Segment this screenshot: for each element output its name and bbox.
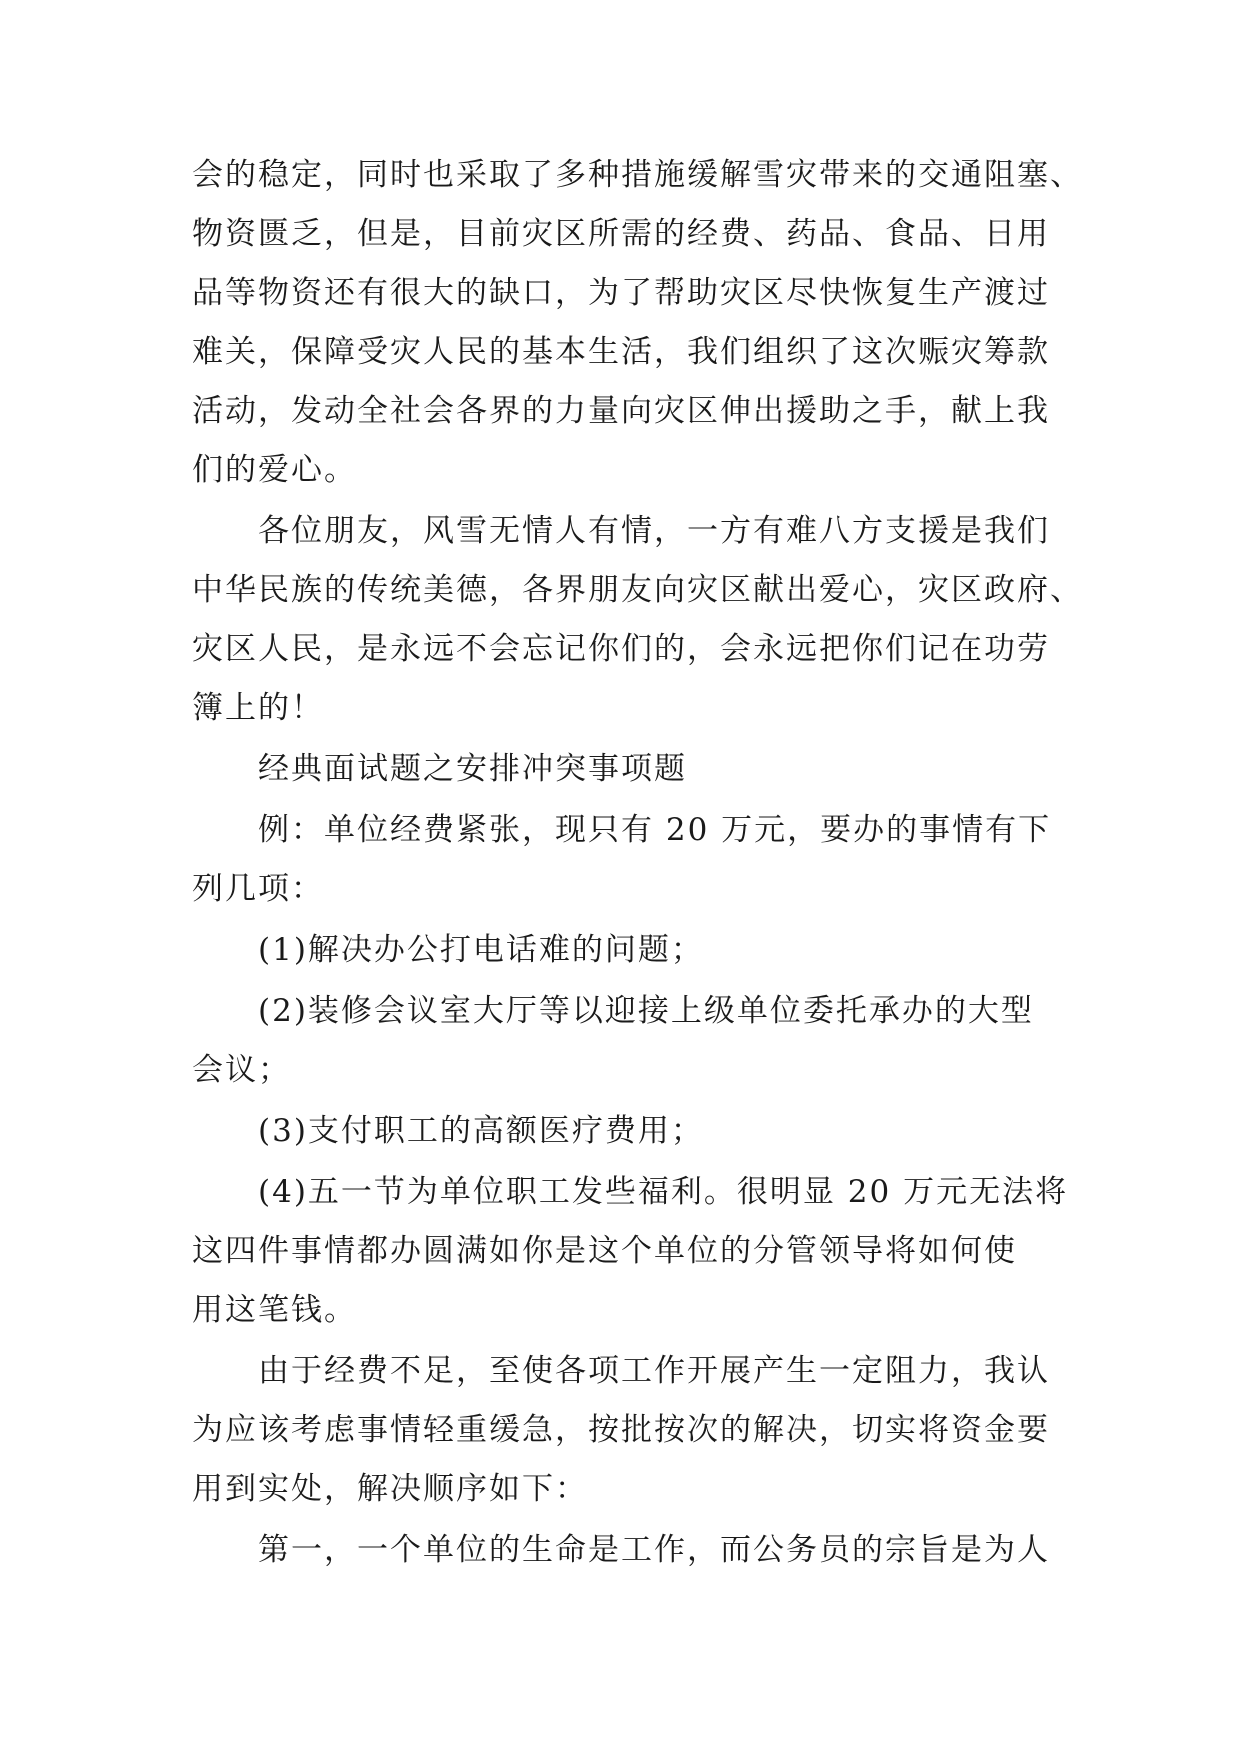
text-line: 第一，一个单位的生命是工作，而公务员的宗旨是为人 bbox=[258, 1532, 1050, 1568]
text-line: 会议； bbox=[192, 1052, 291, 1088]
text-line: 难关，保障受灾人民的基本生活，我们组织了这次赈灾筹款 bbox=[192, 334, 1050, 370]
text-line: 各位朋友，风雪无情人有情，一方有难八方支援是我们 bbox=[258, 513, 1050, 549]
text-line: 品等物资还有很大的缺口，为了帮助灾区尽快恢复生产渡过 bbox=[192, 275, 1050, 311]
text-line: 用这笔钱。 bbox=[192, 1292, 357, 1328]
list-item: (3)支付职工的高额医疗费用； bbox=[258, 1113, 704, 1149]
text-line: 这四件事情都办圆满如你是这个单位的分管领导将如何使 bbox=[192, 1233, 1017, 1269]
text-line: 中华民族的传统美德，各界朋友向灾区献出爱心，灾区政府、 bbox=[192, 572, 1083, 608]
section-heading: 经典面试题之安排冲突事项题 bbox=[258, 751, 687, 787]
text-line: 由于经费不足，至使各项工作开展产生一定阻力，我认 bbox=[258, 1353, 1050, 1389]
text-line: 活动，发动全社会各界的力量向灾区伸出援助之手，献上我 bbox=[192, 393, 1050, 429]
text-line: 们的爱心。 bbox=[192, 452, 357, 488]
text-line: 簿上的！ bbox=[192, 690, 324, 726]
text-line: 物资匮乏，但是，目前灾区所需的经费、药品、食品、日用 bbox=[192, 216, 1050, 252]
text-line: 列几项： bbox=[192, 871, 324, 907]
list-item: (1)解决办公打电话难的问题； bbox=[258, 932, 704, 968]
text-line: 用到实处，解决顺序如下： bbox=[192, 1471, 588, 1507]
text-line: 灾区人民，是永远不会忘记你们的，会永远把你们记在功劳 bbox=[192, 631, 1050, 667]
text-line: 会的稳定，同时也采取了多种措施缓解雪灾带来的交通阻塞、 bbox=[192, 157, 1083, 193]
text-line: 例：单位经费紧张，现只有 20 万元，要办的事情有下 bbox=[258, 812, 1052, 848]
text-line: 为应该考虑事情轻重缓急，按批按次的解决，切实将资金要 bbox=[192, 1412, 1050, 1448]
list-item: (2)装修会议室大厅等以迎接上级单位委托承办的大型 bbox=[258, 993, 1034, 1029]
list-item: (4)五一节为单位职工发些福利。很明显 20 万元无法将 bbox=[258, 1174, 1069, 1210]
